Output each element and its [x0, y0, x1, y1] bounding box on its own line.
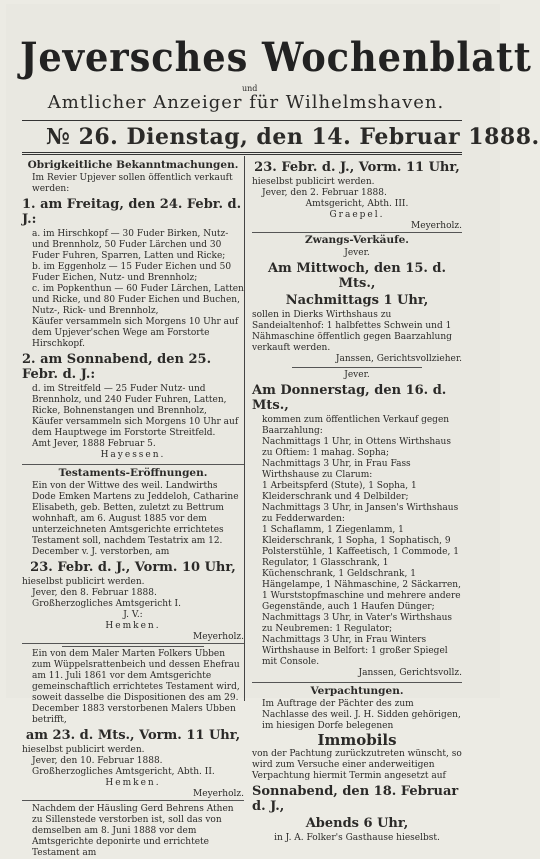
paragraph: Nachmittags 1 Uhr, in Ottens Wirthshaus zu Oftiem: 1 mahag. Sopha;	[262, 437, 451, 458]
town-label: Jever.	[344, 370, 370, 380]
divider	[292, 367, 422, 368]
section-heading: Obrigkeitliche Bekanntmachungen.	[27, 159, 239, 171]
signature-box: Meyerholz.	[22, 789, 244, 801]
sale-time: Nachmittags 1 Uhr,	[285, 293, 429, 308]
paragraph: Im Revier Upjever sollen öffentlich verkauft werden:	[32, 173, 233, 194]
paragraph: Nachmittags 3 Uhr, in Vater's Wirthshaus zu Neubremen: 1 Regulator;	[262, 613, 452, 634]
right-column	[252, 158, 462, 844]
paragraph: sollen in Dierks Wirthshaus zu Sandeialtenhof: 1 halbfettes Schwein und 1 Nähmaschine öffentlich gegen Baarzahlung verkauft werden.	[252, 310, 452, 353]
issue-line: № 26. Dienstag, den 14. Februar 1888.	[46, 124, 540, 150]
paragraph: a. im Hirschkopf — 30 Fuder Birken, Nutz- und Brennholz, 50 Fuder Lärchen und 30 Fuder Fuhren, Sparren, Latten und Ricke;	[32, 229, 229, 261]
signature: J. V.:	[123, 610, 143, 620]
paragraph: Nachdem der Häusling Gerd Behrens Athen zu Sillenstede verstorben ist, soll das von demselben am 8. Juni 1888 vor dem Amtsgerichte deponirte und errichtete Testament am	[32, 804, 234, 858]
place-date: Jever, den 10. Februar 1888.	[32, 756, 163, 766]
paragraph: Nachmittags 3 Uhr, in Frau Winters Wirthshause in Belfort: 1 großer Spiegel mit Console.	[262, 635, 448, 667]
masthead-title: Jeversches Wochenblatt	[20, 34, 532, 81]
signature: Hayessen.	[100, 450, 166, 460]
signature-box: Meyerholz.	[22, 632, 244, 644]
paragraph: 1 Arbeitspferd (Stute), 1 Sopha, 1 Kleiderschrank und 4 Delbilder;	[262, 481, 417, 502]
lease-time: Abends 6 Uhr,	[305, 816, 409, 831]
signature: Graepel.	[329, 210, 385, 220]
paragraph: hieselbst publicirt werden.	[22, 745, 145, 755]
masthead-und: und	[242, 84, 258, 93]
signature: Janssen, Gerichtsvollz.	[358, 668, 462, 678]
court-name: Großherzogliches Amtsgericht, Abth. II.	[32, 767, 215, 777]
paragraph: kommen zum öffentlichen Verkauf gegen Baarzahlung:	[262, 415, 450, 436]
paragraph: Käufer versammeln sich Morgens 10 Uhr auf dem Hauptwege im Forstorte Streitfeld.	[32, 417, 239, 438]
section-heading: Zwangs-Verkäufe.	[305, 234, 409, 246]
paragraph: 1 Schaflamm, 1 Ziegenlamm, 1 Kleiderschrank, 1 Sopha, 1 Sophatisch, 9 Polsterstühle, 1 Kaffeetisch, 1 Commode, 1 Regulator, 1 Glasschrank, 1 Küchenschrank, 1 Geldschrank, 1 Hängelampe, 1 Nähmaschine, 2 Säckarren, 1 Wurststopfmaschine und mehrere andere Gegenstände, auch 1 Haufen Dünger;	[262, 525, 461, 612]
section-heading: Verpachtungen.	[310, 685, 404, 697]
lease-date: Sonnabend, den 18. Februar d. J.,	[252, 784, 459, 814]
place-date: Amt Jever, 1888 Februar 5.	[32, 439, 156, 449]
paragraph: von der Pachtung zurückzutreten wünscht, so wird zum Versuche einer anderweitigen Verpachtung hiermit Termin angesetzt auf	[252, 749, 462, 781]
publication-date: 23. Febr. d. J., Vorm. 10 Uhr,	[30, 560, 236, 575]
paragraph: b. im Eggenholz — 15 Fuder Eichen und 50 Fuder Eichen, Nutz- und Brennholz;	[32, 262, 232, 283]
signature: Janssen, Gerichtsvollzieher.	[335, 354, 462, 364]
paragraph: Nachmittags 3 Uhr, in Frau Fass Wirthshause zu Clarum:	[262, 459, 411, 480]
signature-box: Meyerholz.	[252, 221, 462, 233]
issue-rule	[22, 152, 462, 153]
paragraph: d. im Streitfeld — 25 Fuder Nutz- und Brennholz, und 240 Fuder Fuhren, Latten, Ricke, Bohnenstangen und Brennholz,	[32, 384, 227, 416]
signature: Hemken.	[105, 621, 161, 631]
left-column	[22, 158, 244, 859]
sale-date: Am Donnerstag, den 16. d. Mts.,	[252, 383, 447, 413]
place-date: Jever, den 2. Februar 1888.	[262, 188, 387, 198]
divider	[62, 646, 204, 647]
paragraph: c. im Popkenthun — 60 Fuder Lärchen, Latten und Ricke, und 80 Fuder Eichen und Buchen, Nutz-, Rick- und Brennholz,	[32, 284, 244, 316]
section-heading: Testaments-Eröffnungen.	[58, 467, 208, 479]
top-rule	[22, 120, 462, 121]
court-name: Amtsgericht, Abth. III.	[305, 199, 409, 209]
signature: Hemken.	[105, 778, 161, 788]
masthead-subtitle: Amtlicher Anzeiger für Wilhelmshaven.	[47, 92, 445, 113]
issue-rule-2	[22, 154, 462, 155]
court-name: Großherzogliches Amtsgericht I.	[32, 599, 181, 609]
town-label: Jever.	[344, 248, 370, 258]
paragraph: Im Auftrage der Pächter des zum Nachlasse des weil. J. H. Sidden gehörigen, im hiesigen Dorfe belegenen	[262, 699, 461, 731]
sale-date: 1. am Freitag, den 24. Febr. d. J.:	[22, 197, 242, 227]
paragraph: Ein von der Wittwe des weil. Landwirths Dode Emken Martens zu Jeddeloh, Catharine Elisabeth, geb. Betten, zuletzt zu Bettrum wohnhaft, am 6. August 1885 vor dem unterzeichneten Amtsgerichte errichtetes Testament soll, nachdem Testatrix am 12. December v. J. verstorben, am	[32, 481, 239, 557]
publication-date: 23. Febr. d. J., Vorm. 11 Uhr,	[254, 160, 460, 175]
divider	[252, 682, 462, 683]
sale-date: 2. am Sonnabend, den 25. Febr. d. J.:	[22, 352, 212, 382]
publication-date: am 23. d. Mts., Vorm. 11 Uhr,	[25, 728, 241, 743]
paragraph: Nachmittags 3 Uhr, in Jansen's Wirthshaus zu Fedderwarden:	[262, 503, 459, 524]
paragraph: Ein von dem Maler Marten Folkers Ubben zum Wüppelsrattenbeich und dessen Ehefrau am 11. Juli 1861 vor dem Amtsgerichte gemeinschaftlich errichtetes Testament wird, soweit dasselbe die Dispositionen des am 29. December 1883 verstorbenen Malers Ubben betrifft,	[32, 649, 240, 725]
place-date: in J. A. Folker's Gasthause hieselbst.	[274, 833, 440, 843]
column-divider	[244, 156, 245, 701]
paragraph: hieselbst publicirt werden.	[252, 177, 375, 187]
sale-date: Am Mittwoch, den 15. d. Mts.,	[267, 261, 447, 291]
paragraph: Käufer versammeln sich Morgens 10 Uhr auf dem Upjever'schen Wege am Forstorte Hirschkopf.	[32, 317, 239, 349]
place-date: Jever, den 8. Februar 1888.	[32, 588, 157, 598]
paragraph: hieselbst publicirt werden.	[22, 577, 145, 587]
newspaper-page	[6, 4, 540, 858]
property-title: Immobils	[317, 731, 397, 749]
divider	[22, 464, 244, 465]
